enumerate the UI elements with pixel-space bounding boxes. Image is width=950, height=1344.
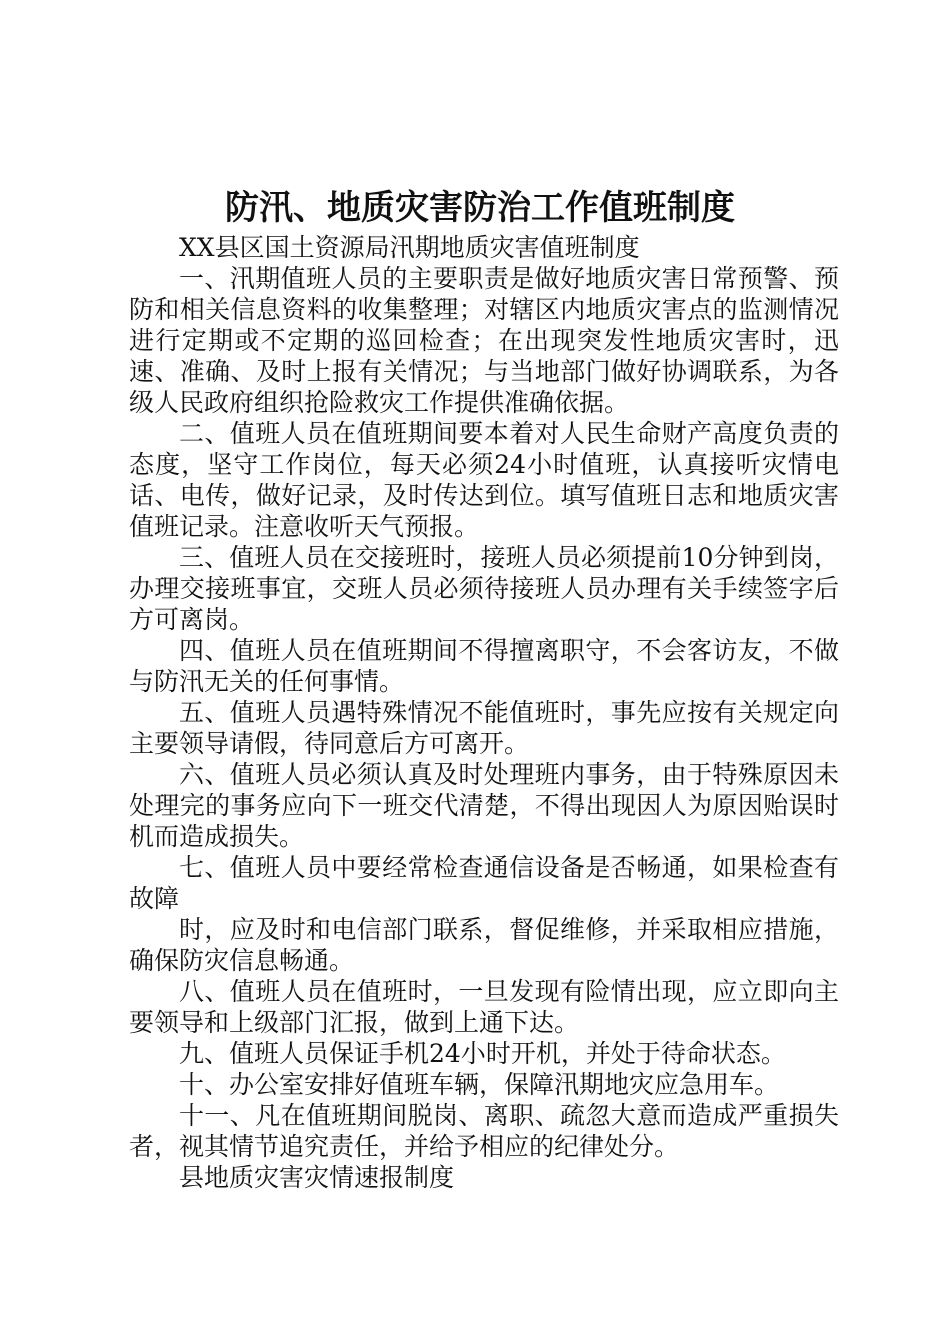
clause-paragraph-10: 十、办公室安排好值班车辆，保障汛期地灾应急用车。 — [179, 1070, 780, 1099]
clause-paragraph-8: 八、值班人员在值班时，一旦发现有险情出现，应立即向主要领导和上级部门汇报，做到上通下达。 — [129, 977, 839, 1037]
clause-paragraph-9: 九、值班人员保证手机24小时开机，并处于待命状态。 — [179, 1039, 786, 1068]
section-heading-paragraph: 县地质灾害灾情速报制度 — [179, 1163, 455, 1192]
clause-paragraph-11: 十一、凡在值班期间脱岗、离职、疏忽大意而造成严重损失者，视其情节追究责任，并给予相应的纪律处分。 — [129, 1101, 839, 1161]
clause-paragraph-4: 四、值班人员在值班期间不得擅离职守，不会客访友，不做与防汛无关的任何事情。 — [129, 636, 839, 696]
clause-paragraph-5: 五、值班人员遇特殊情况不能值班时，事先应按有关规定向主要领导请假，待同意后方可离开。 — [129, 698, 839, 758]
clause-paragraph-7-continued: 时，应及时和电信部门联系，督促维修，并采取相应措施，确保防灾信息畅通。 — [129, 915, 839, 975]
clause-paragraph-6: 六、值班人员必须认真及时处理班内事务，由于特殊原因未处理完的事务应向下一班交代清楚，不得出现因人为原因贻误时机而造成损失。 — [129, 760, 839, 851]
document-title: 防汛、地质灾害防治工作值班制度 — [225, 188, 735, 228]
document-body — [129, 232, 839, 1193]
clause-paragraph-1: 一、汛期值班人员的主要职责是做好地质灾害日常预警、预防和相关信息资料的收集整理；对辖区内地质灾害点的监测情况进行定期或不定期的巡回检查；在出现突发性地质灾害时，迅速、准确、及时上报有关情况；与当地部门做好协调联系，为各级人民政府组织抢险救灾工作提供准确依据。 — [129, 264, 839, 417]
subtitle-paragraph: XX县区国土资源局汛期地质灾害值班制度 — [179, 233, 640, 262]
clause-paragraph-3: 三、值班人员在交接班时，接班人员必须提前10分钟到岗，办理交接班事宜，交班人员必须待接班人员办理有关手续签字后方可离岗。 — [129, 543, 839, 634]
clause-paragraph-7: 七、值班人员中要经常检查通信设备是否畅通，如果检查有故障 — [129, 853, 839, 913]
clause-paragraph-2: 二、值班人员在值班期间要本着对人民生命财产高度负责的态度，坚守工作岗位，每天必须24小时值班，认真接听灾情电话、电传，做好记录，及时传达到位。填写值班日志和地质灾害值班记录。注意收听天气预报。 — [129, 419, 839, 541]
